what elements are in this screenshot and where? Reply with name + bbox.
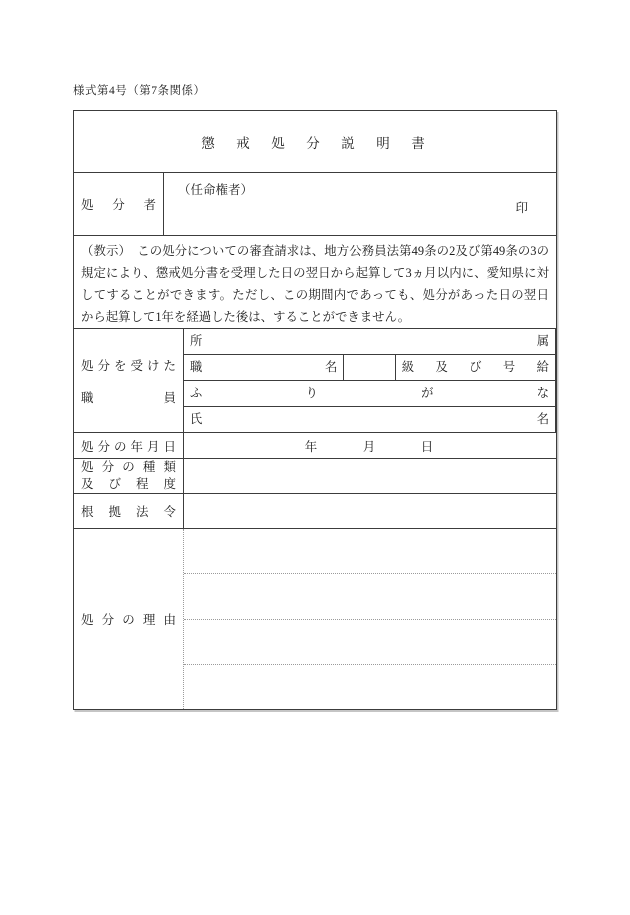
- reason-label-cell: [74, 529, 184, 709]
- name-row: [184, 407, 556, 432]
- legal-basis-label: 根拠法令: [81, 505, 176, 519]
- type-row: [74, 459, 556, 494]
- employee-label-line2: 職員: [81, 390, 176, 405]
- reason-section-3: [184, 620, 556, 665]
- grade-label: 級及び号給: [396, 355, 556, 380]
- legal-basis-field: [184, 494, 556, 528]
- title-row: [74, 111, 556, 173]
- form-table: [73, 110, 557, 710]
- form-title: 懲 戒 処 分 説 明 書: [201, 135, 429, 151]
- position-field: [344, 355, 395, 380]
- type-label-line1: 処分の種類: [81, 460, 176, 474]
- affiliation-label: 所属: [184, 329, 556, 354]
- name-label: 氏名: [184, 407, 556, 432]
- reason-label: 処分の理由: [81, 613, 176, 627]
- employee-label-cell: [74, 329, 184, 432]
- form-number: 様式第4号（第7条関係）: [73, 85, 206, 97]
- type-label-cell: [74, 459, 184, 493]
- affiliation-row: [184, 329, 556, 355]
- date-field: 年 月 日: [304, 439, 436, 454]
- reason-section-1: [184, 529, 556, 574]
- position-label: 職名: [184, 355, 344, 380]
- employee-grid: [184, 329, 556, 432]
- legal-basis-row: [74, 494, 556, 529]
- date-label-cell: [74, 433, 184, 458]
- legal-basis-label-cell: [74, 494, 184, 528]
- disposer-row: [74, 173, 556, 236]
- date-row: [74, 433, 556, 459]
- reason-section-2: [184, 574, 556, 619]
- reason-grid: [184, 529, 556, 709]
- furigana-label: ふりがな: [184, 381, 556, 406]
- date-label: 処分の年月日: [81, 439, 176, 454]
- type-label-line2: 及び程度: [81, 477, 176, 491]
- disposer-field: [164, 173, 556, 235]
- type-field: [184, 459, 556, 493]
- instruction-text: （教示） この処分についての審査請求は、地方公務員法第49条の2及び第49条の3の規定により、懲戒処分書を受理した日の翌日から起算して3ヵ月以内に、愛知県に対してすることができます。ただし、この期間内であっても、処分があった日の翌日から起算して1年を経過した後は、することができません。: [81, 244, 549, 324]
- position-row: [184, 355, 556, 381]
- disposer-label: 処分者: [81, 198, 156, 212]
- appointer-note: （任命権者）: [178, 183, 254, 197]
- employee-label-line1: 処分を受けた: [81, 358, 176, 373]
- reason-section-4: [184, 665, 556, 709]
- disposer-label-cell: [74, 173, 164, 235]
- furigana-row: [184, 381, 556, 407]
- employee-section: [74, 329, 556, 433]
- instruction-row: [74, 236, 556, 329]
- reason-row: [74, 529, 556, 709]
- seal-mark: 印: [515, 201, 528, 215]
